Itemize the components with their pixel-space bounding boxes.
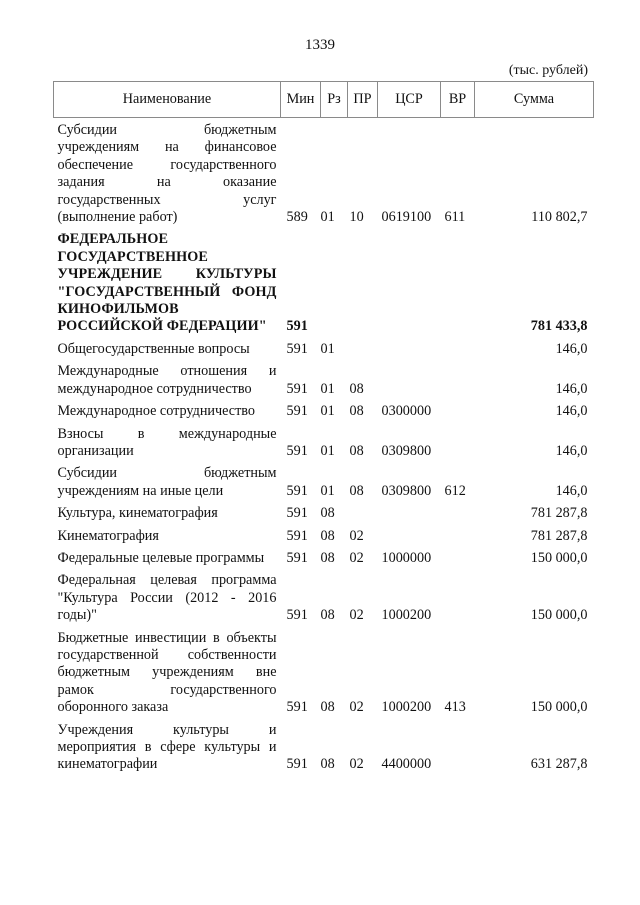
cell-min: 591 — [286, 527, 308, 544]
cell-pr: 02 — [349, 699, 364, 716]
cell-vr — [441, 545, 475, 567]
cell-pr: 02 — [349, 756, 364, 773]
cell-csr — [378, 358, 441, 398]
cell-rz: 01 — [320, 209, 335, 226]
cell-name: Субсидии бюджетным учреждениям на финансовое обеспечение государственного задания на оказание государственных услуг (выполнение работ) — [57, 122, 277, 226]
cell-min: 591 — [286, 442, 308, 459]
cell-min: 591 — [286, 505, 308, 522]
cell-name: Субсидии бюджетным учреждениям на иные цели — [57, 465, 277, 499]
table-row — [54, 398, 594, 420]
cell-rz: 01 — [320, 380, 335, 397]
cell-min: 591 — [286, 380, 308, 397]
cell-vr — [441, 717, 475, 774]
cell-csr — [378, 500, 441, 522]
cell-pr — [348, 336, 378, 358]
cell-sum: 150 000,0 — [530, 607, 588, 624]
page-number: 1339 — [305, 37, 335, 53]
table-header — [54, 82, 594, 118]
cell-csr: 4400000 — [381, 756, 432, 773]
table-row — [54, 421, 594, 461]
cell-csr: 0619100 — [381, 209, 432, 226]
header-name: Наименование — [54, 82, 281, 118]
cell-name: Бюджетные инвестиции в объекты государственной собственности бюджетным учреждениям вне рамок государственного оборонного заказа — [57, 629, 277, 716]
cell-name: ФЕДЕРАЛЬНОЕ ГОСУДАРСТВЕННОЕ УЧРЕЖДЕНИЕ КУЛЬТУРЫ "ГОСУДАРСТВЕННЫЙ ФОНД КИНОФИЛЬМОВ РОССИЙСКОЙ ФЕДЕРАЦИИ" — [57, 231, 277, 335]
cell-vr — [441, 226, 475, 335]
header-sum: Сумма — [475, 82, 594, 118]
cell-rz — [321, 226, 348, 335]
cell-min: 591 — [286, 699, 308, 716]
cell-name: Культура, кинематография — [57, 505, 218, 522]
table-row — [54, 523, 594, 545]
table-row — [54, 500, 594, 522]
cell-csr: 0300000 — [381, 403, 432, 420]
cell-pr: 08 — [349, 482, 364, 499]
cell-sum: 150 000,0 — [530, 549, 588, 566]
cell-sum: 110 802,7 — [531, 209, 588, 226]
cell-pr — [348, 226, 378, 335]
cell-vr: 612 — [444, 482, 466, 499]
cell-sum: 631 287,8 — [530, 756, 588, 773]
cell-vr: 413 — [444, 699, 466, 716]
cell-name: Федеральные целевые программы — [57, 549, 265, 566]
cell-name: Международные отношения и международное сотрудничество — [57, 363, 277, 397]
cell-name: Международное сотрудничество — [57, 403, 255, 420]
cell-vr — [441, 567, 475, 624]
units-label: (тыс. рублей) — [508, 63, 588, 78]
cell-rz: 01 — [320, 403, 335, 420]
cell-min: 591 — [286, 318, 308, 335]
cell-pr: 02 — [349, 607, 364, 624]
cell-sum: 781 433,8 — [530, 318, 588, 335]
cell-pr: 02 — [349, 527, 364, 544]
cell-csr — [378, 336, 441, 358]
table-row — [54, 545, 594, 567]
cell-vr — [441, 500, 475, 522]
cell-min: 591 — [286, 607, 308, 624]
header-csr: ЦСР — [378, 82, 441, 118]
table-row — [54, 460, 594, 500]
cell-sum: 146,0 — [555, 403, 588, 420]
cell-csr: 1000200 — [381, 607, 432, 624]
cell-sum: 146,0 — [555, 340, 588, 357]
cell-rz: 08 — [320, 699, 335, 716]
cell-sum: 781 287,8 — [530, 527, 588, 544]
cell-sum: 150 000,0 — [530, 699, 588, 716]
cell-csr: 1000000 — [381, 549, 432, 566]
cell-pr: 08 — [349, 380, 364, 397]
header-min: Мин — [281, 82, 321, 118]
cell-min: 591 — [286, 549, 308, 566]
header-pr: ПР — [348, 82, 378, 118]
cell-pr: 08 — [349, 403, 364, 420]
cell-min: 591 — [286, 482, 308, 499]
cell-name: Федеральная целевая программа "Культура России (2012 - 2016 годы)" — [57, 572, 277, 624]
cell-rz: 08 — [320, 756, 335, 773]
cell-vr — [441, 358, 475, 398]
cell-pr: 02 — [349, 549, 364, 566]
table-body — [54, 118, 594, 774]
cell-sum: 146,0 — [555, 482, 588, 499]
cell-pr: 10 — [349, 209, 364, 226]
cell-pr — [348, 500, 378, 522]
cell-vr — [441, 421, 475, 461]
cell-min: 591 — [286, 756, 308, 773]
cell-csr: 0309800 — [381, 442, 432, 459]
cell-min: 591 — [286, 340, 308, 357]
table-row — [54, 358, 594, 398]
cell-rz: 01 — [320, 340, 335, 357]
cell-vr — [441, 523, 475, 545]
cell-name: Учреждения культуры и мероприятия в сфере культуры и кинематографии — [57, 721, 277, 773]
table-row — [54, 226, 594, 335]
table-row — [54, 118, 594, 227]
cell-sum: 146,0 — [555, 442, 588, 459]
cell-name: Общегосударственные вопросы — [57, 340, 250, 357]
cell-name: Кинематография — [57, 527, 159, 544]
cell-sum: 781 287,8 — [530, 505, 588, 522]
cell-rz: 01 — [320, 482, 335, 499]
cell-name: Взносы в международные организации — [57, 425, 277, 459]
cell-pr: 08 — [349, 442, 364, 459]
cell-rz: 08 — [320, 549, 335, 566]
table-row — [54, 625, 594, 717]
header-vr: ВР — [441, 82, 475, 118]
cell-min: 591 — [286, 403, 308, 420]
cell-csr — [378, 523, 441, 545]
table-row — [54, 717, 594, 774]
budget-table — [53, 81, 594, 774]
cell-rz: 08 — [320, 505, 335, 522]
cell-csr: 0309800 — [381, 482, 432, 499]
cell-vr — [441, 398, 475, 420]
cell-vr — [441, 336, 475, 358]
table-row — [54, 336, 594, 358]
cell-vr: 611 — [444, 209, 466, 226]
cell-csr — [378, 226, 441, 335]
header-rz: Рз — [321, 82, 348, 118]
cell-rz: 08 — [320, 527, 335, 544]
cell-rz: 08 — [320, 607, 335, 624]
table-row — [54, 567, 594, 624]
cell-rz: 01 — [320, 442, 335, 459]
cell-min: 589 — [286, 209, 308, 226]
cell-sum: 146,0 — [555, 380, 588, 397]
cell-csr: 1000200 — [381, 699, 432, 716]
